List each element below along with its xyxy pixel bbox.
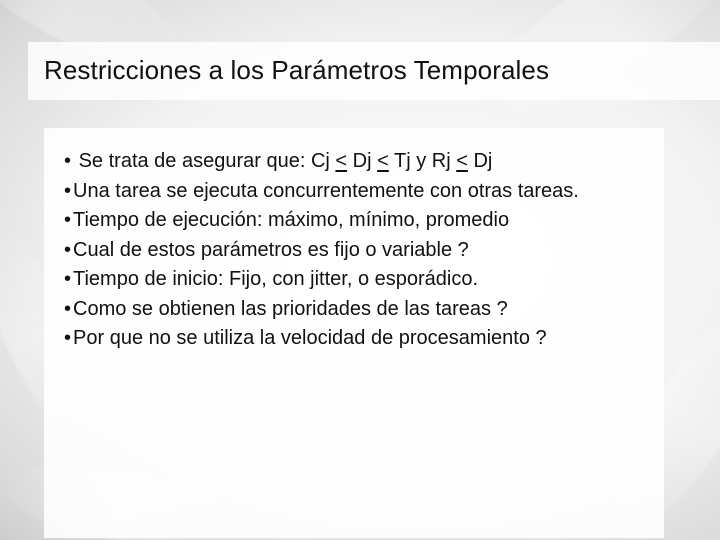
bullet-list [64,147,664,354]
bullet-text: Una tarea se ejecuta concurrentemente con otras tareas. [73,179,579,202]
bullet-text: Como se obtienen las prioridades de las tareas ? [73,297,508,320]
bullet-text-segment: Se trata de asegurar que: Cj [78,150,336,172]
bullet-item [64,324,664,354]
bullet-item [64,177,664,207]
bullet-text-segment: Tj y Rj [388,150,457,172]
bullet-text: Por que no se utiliza la velocidad de procesamiento ? [73,327,547,349]
bullet-item [64,236,664,266]
bullet-item [64,147,664,177]
bullet-item [64,206,664,236]
bullet-item [64,265,664,295]
bullet-item [64,295,664,325]
less-or-equal-symbol: < [377,150,389,172]
bullet-text: Tiempo de inicio: Fijo, con jitter, o esporádico. [73,268,479,290]
bullet-text-segment: Dj [467,150,493,172]
less-or-equal-symbol: < [335,150,348,172]
bullet-text: Cual de estos parámetros es fijo o variable ? [73,238,469,261]
bullet-text: Tiempo de ejecución: máximo, mínimo, promedio [73,209,510,231]
slide-title: Restricciones a los Parámetros Temporales [44,55,550,85]
less-or-equal-symbol: < [456,150,468,172]
bullet-text-segment: Dj [347,150,378,172]
